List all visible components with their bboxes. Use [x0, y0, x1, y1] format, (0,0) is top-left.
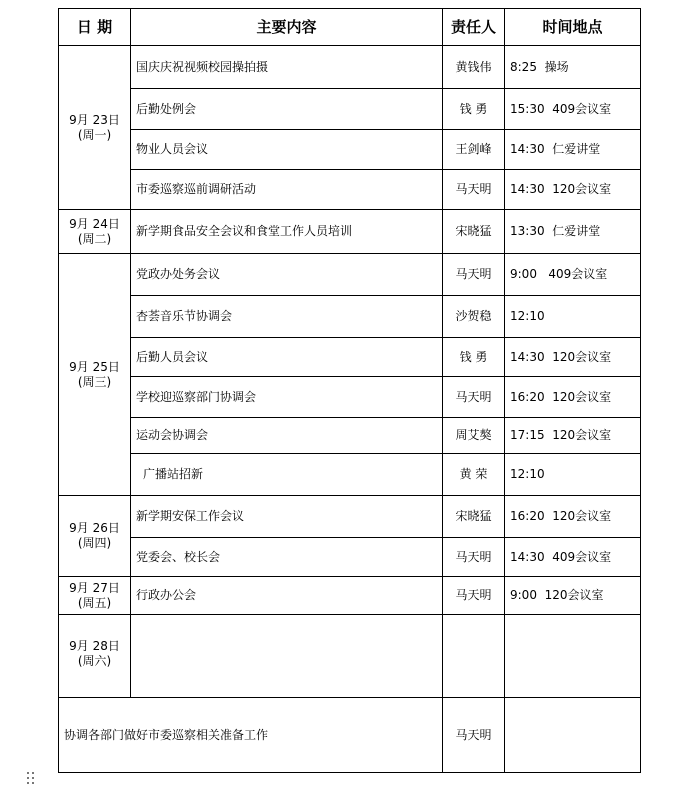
table-row: [59, 296, 641, 338]
date-label: 9月 28日: [69, 639, 120, 653]
footer-content-cell: 协调各部门做好市委巡察相关准备工作: [59, 698, 443, 773]
schedule-table: [58, 8, 641, 773]
weekday-label: (周二): [77, 231, 112, 246]
time-place-cell: 15:30 409会议室: [505, 89, 641, 130]
footer-time-place-cell: [505, 698, 641, 773]
content-cell: 后勤人员会议: [131, 338, 443, 377]
table-row: [59, 577, 641, 615]
person-cell: 周艾獒: [443, 418, 505, 454]
time-place-cell: [505, 615, 641, 698]
content-cell: 广播站招新: [131, 454, 443, 496]
table-row: [59, 418, 641, 454]
table-row: [59, 130, 641, 170]
table-row: [59, 615, 641, 698]
content-cell: 行政办公会: [131, 577, 443, 615]
time-place-cell: 13:30 仁爱讲堂: [505, 210, 641, 254]
content-cell: 杏荟音乐节协调会: [131, 296, 443, 338]
person-cell: [443, 615, 505, 698]
table-row: [59, 454, 641, 496]
weekday-label: (周三): [77, 374, 112, 389]
time-place-cell: 16:20 120会议室: [505, 377, 641, 418]
person-cell: 宋晓猛: [443, 496, 505, 538]
content-cell: 新学期食品安全会议和食堂工作人员培训: [131, 210, 443, 254]
time-place-cell: 9:00 120会议室: [505, 577, 641, 615]
date-label: 9月 24日: [69, 216, 120, 231]
weekday-label: (周六): [77, 654, 112, 668]
person-cell: 王剑峰: [443, 130, 505, 170]
time-place-cell: 8:25 操场: [505, 46, 641, 89]
person-cell: 马天明: [443, 538, 505, 577]
time-place-cell: 12:10: [505, 296, 641, 338]
person-cell: 马天明: [443, 170, 505, 210]
date-label: 9月 26日: [69, 521, 120, 535]
header-person: 责任人: [443, 9, 505, 46]
person-cell: 钱 勇: [443, 89, 505, 130]
person-cell: 黄钱伟: [443, 46, 505, 89]
table-row: [59, 377, 641, 418]
time-place-cell: 14:30 仁爱讲堂: [505, 130, 641, 170]
table-row: [59, 210, 641, 254]
time-place-cell: 14:30 120会议室: [505, 170, 641, 210]
time-place-cell: 14:30 409会议室: [505, 538, 641, 577]
time-place-cell: 14:30 120会议室: [505, 338, 641, 377]
footer-person-cell: 马天明: [443, 698, 505, 773]
table-row: [59, 538, 641, 577]
date-cell: [59, 46, 131, 210]
person-cell: 黄 荣: [443, 454, 505, 496]
table-row: [59, 338, 641, 377]
weekday-label: (周四): [77, 536, 112, 550]
content-cell: 物业人员会议: [131, 130, 443, 170]
time-place-cell: 16:20 120会议室: [505, 496, 641, 538]
content-cell: 后勤处例会: [131, 89, 443, 130]
person-cell: 马天明: [443, 577, 505, 615]
date-cell: [59, 210, 131, 254]
table-row: [59, 170, 641, 210]
weekday-label: (周一): [77, 127, 112, 142]
date-cell: [59, 577, 131, 615]
time-place-cell: 17:15 120会议室: [505, 418, 641, 454]
footer-row: [59, 698, 641, 773]
header-row: [59, 9, 641, 46]
content-cell: 国庆庆祝视频校园操拍摄: [131, 46, 443, 89]
date-label: 9月 25日: [69, 359, 120, 374]
person-cell: 马天明: [443, 254, 505, 296]
date-label: 9月 27日: [69, 580, 120, 595]
content-cell: 市委巡察巡前调研活动: [131, 170, 443, 210]
table-row: [59, 89, 641, 130]
header-date: 日 期: [59, 9, 131, 46]
person-cell: 钱 勇: [443, 338, 505, 377]
content-cell: 运动会协调会: [131, 418, 443, 454]
table-row: [59, 46, 641, 89]
header-content: 主要内容: [131, 9, 443, 46]
content-cell: 党政办处务会议: [131, 254, 443, 296]
time-place-cell: 9:00 409会议室: [505, 254, 641, 296]
time-place-cell: 12:10: [505, 454, 641, 496]
table-row: [59, 254, 641, 296]
drag-handle-icon[interactable]: [27, 772, 37, 788]
weekday-label: (周五): [77, 595, 112, 610]
person-cell: 马天明: [443, 377, 505, 418]
content-cell: [131, 615, 443, 698]
person-cell: 沙贺稳: [443, 296, 505, 338]
header-time-place: 时间地点: [505, 9, 641, 46]
date-cell: [59, 615, 131, 698]
table-row: [59, 496, 641, 538]
date-cell: [59, 496, 131, 577]
content-cell: 学校迎巡察部门协调会: [131, 377, 443, 418]
schedule-body: [59, 46, 641, 773]
person-cell: 宋晓猛: [443, 210, 505, 254]
content-cell: 新学期安保工作会议: [131, 496, 443, 538]
content-cell: 党委会、校长会: [131, 538, 443, 577]
date-cell: [59, 254, 131, 496]
date-label: 9月 23日: [69, 112, 120, 127]
